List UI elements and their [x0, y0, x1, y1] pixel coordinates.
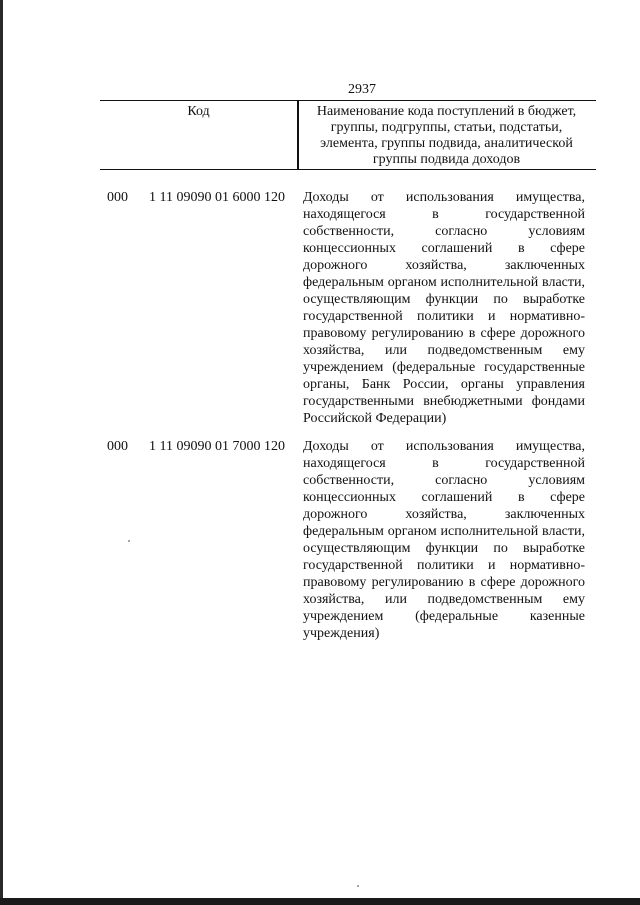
- scan-bottom-edge: [0, 898, 640, 905]
- scan-speck: [357, 885, 359, 887]
- page-number: 2937: [348, 82, 376, 97]
- income-code: 1 11 09090 01 6000 120: [149, 190, 285, 205]
- scan-left-edge: [0, 0, 3, 905]
- income-code: 1 11 09090 01 7000 120: [149, 439, 285, 454]
- header-name-column: Наименование кода поступлений в бюджет, группы, подгруппы, статьи, подстатьи, элемента, группы подвида, аналитической группы подвида доходов: [316, 104, 577, 167]
- income-description: Доходы от использования имущества, находящегося в государственной собственности, согласно условиям концессионных соглашений в сфере дорожного хозяйства, заключенных федеральным органом исполнительной власти, осуществляющим функции по выработке государственной политики и нормативно-правовому регулированию в сфере дорожного хозяйства, или подведомственным ему учреждением (федеральные казенные учреждения): [303, 439, 585, 641]
- scan-speck: [128, 540, 130, 542]
- header-code-column: Код: [187, 104, 210, 119]
- income-description: Доходы от использования имущества, находящегося в государственной собственности, согласно условиям концессионных соглашений в сфере дорожного хозяйства, заключенных федеральным органом исполнительной власти, осуществляющим функции по выработке государственной политики и нормативно-правовому регулированию в сфере дорожного хозяйства, или подведомственным ему учреждением (федеральные государственные органы, Банк России, органы управления государственными внебюджетными фондами Российской Федерации): [303, 190, 585, 426]
- header-column-divider: [297, 101, 299, 169]
- table-header: [100, 100, 596, 170]
- admin-code: 000: [107, 190, 128, 205]
- admin-code: 000: [107, 439, 128, 454]
